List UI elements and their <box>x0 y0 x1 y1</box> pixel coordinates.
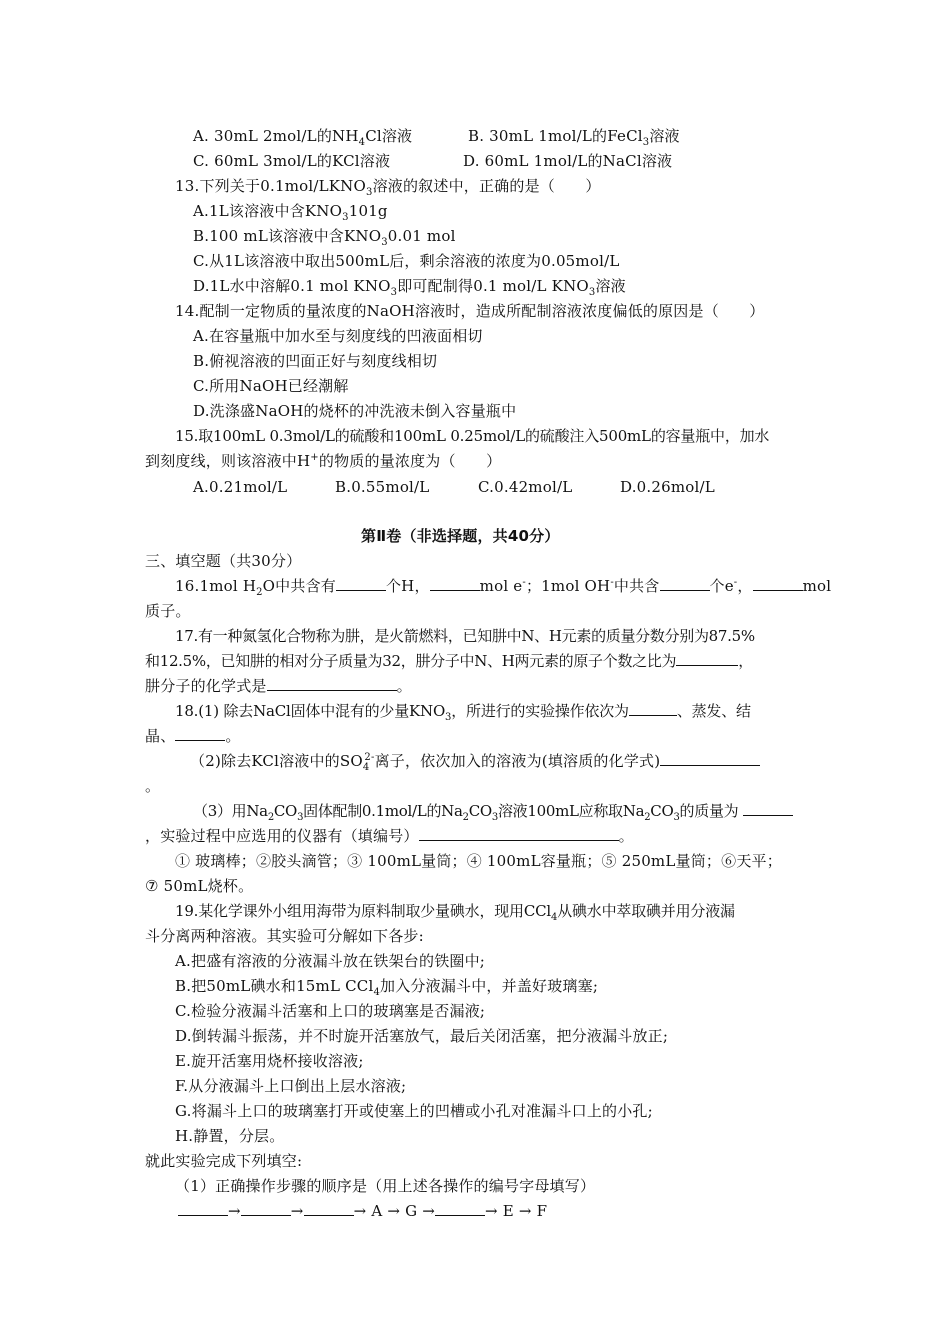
q19-step-g: G.将漏斗上口的玻璃塞打开或使塞上的凹槽或小孔对准漏斗口上的小孔; <box>175 1102 653 1120</box>
q14-option-a: A.在容量瓶中加水至与刻度线的凹液面相切 <box>193 327 483 345</box>
q14-stem: 14.配制一定物质的量浓度的NaOH溶液时，造成所配制溶液浓度偏低的原因是（ ） <box>175 302 765 320</box>
answer-blank[interactable] <box>304 1201 354 1216</box>
q18-part1-line1: 18.(1) 除去NaCl固体中混有的少量$KNO_3$，所进行的实验操作依次为 、蒸发、结 <box>175 702 751 723</box>
q19-step-b: B.把50mL碘水和15mL CCl$_4$加入分液漏斗中，并盖好玻璃塞; <box>175 977 599 998</box>
q15-option-c: C.0.42mol/L <box>478 478 573 496</box>
answer-blank[interactable] <box>660 751 760 766</box>
q13-option-a: A.1L该溶液中含$KNO_3101g$ <box>193 202 388 223</box>
q13-option-b: B.100 mL该溶液中含$KNO_30.01$ mol <box>193 227 456 248</box>
q16-line2: 质子。 <box>145 602 191 620</box>
q14-option-c: C.所用NaOH已经潮解 <box>193 377 349 395</box>
answer-blank[interactable] <box>241 1201 291 1216</box>
q18-part2-line1: （2)除去KCl溶液中的$SO_4^{2-}$离子，依次加入的溶液为(填溶质的化学式) <box>190 751 760 771</box>
answer-blank[interactable] <box>676 651 738 666</box>
q19-fill-intro: 就此实验完成下列填空: <box>145 1152 303 1170</box>
q19-step-d: D.倒转漏斗振荡，并不时旋开活塞放气，最后关闭活塞，把分液漏斗放正; <box>175 1027 669 1045</box>
q19-step-e: E.旋开活塞用烧杯接收溶液; <box>175 1052 364 1070</box>
section-title: 第Ⅱ卷（非选择题，共40分） <box>361 527 560 545</box>
answer-blank[interactable] <box>336 576 386 591</box>
answer-blank[interactable] <box>743 801 793 816</box>
q19-line2: 斗分离两种溶液。其实验可分解如下各步: <box>145 927 424 945</box>
q12-option-d: D. 60mL 1mol/L的NaCl溶液 <box>463 152 673 170</box>
q13-option-d: D.1L水中溶解0.1 mol $KNO_3$即可配制得0.1 mol/L $KNO_3$溶液 <box>193 277 626 298</box>
answer-blank[interactable] <box>175 726 225 741</box>
q19-line1: 19.某化学课外小组用海带为原料制取少量碘水，现用CCl$_4$从碘水中萃取碘并用分液漏 <box>175 902 735 923</box>
q19-sub1: （1）正确操作步骤的顺序是（用上述各操作的编号字母填写） <box>175 1177 596 1195</box>
q17-line2: 和12.5%，已知肼的相对分子质量为32，肼分子中N、H两元素的原子个数之比为 ， <box>145 652 753 670</box>
q17-line3: 肼分子的化学式是 。 <box>145 677 412 695</box>
answer-blank[interactable] <box>267 676 397 691</box>
answer-blank[interactable] <box>430 576 480 591</box>
q18-instruments-line2: ⑦ 50mL烧杯。 <box>145 877 254 895</box>
q19-sequence: → → → A → G → → E → F <box>178 1201 547 1221</box>
q18-part1-line2: 晶、 。 <box>145 727 241 745</box>
q19-step-a: A.把盛有溶液的分液漏斗放在铁架台的铁圈中; <box>175 952 486 970</box>
q15-option-d: D.0.26mol/L <box>620 478 715 496</box>
q16-line1: 16.1mol $H_2O$中共含有 个H， mol e-；1mol OH-中共含 个e-， mol <box>175 577 832 598</box>
q14-option-b: B.俯视溶液的凹面正好与刻度线相切 <box>193 352 438 370</box>
q19-step-c: C.检验分液漏斗活塞和上口的玻璃塞是否漏液; <box>175 1002 486 1020</box>
q19-step-h: H.静置，分层。 <box>175 1127 285 1145</box>
q13-option-c: C.从1L该溶液中取出500mL后，剩余溶液的浓度为0.05mol/L <box>193 252 620 270</box>
q14-option-d: D.洗涤盛NaOH的烧杯的冲洗液未倒入容量瓶中 <box>193 402 517 420</box>
answer-blank[interactable] <box>629 701 677 716</box>
q18-part3-line1: （3）用$Na_2CO_3$固体配制0.1mol/L的$Na_2CO_3$溶液100mL应称取$Na_2CO_3$的质量为 <box>193 801 793 821</box>
answer-blank[interactable] <box>419 826 619 841</box>
q15-option-b: B.0.55mol/L <box>335 478 430 496</box>
answer-blank[interactable] <box>435 1201 485 1216</box>
q18-part3-line2: ，实验过程中应选用的仪器有（填编号） 。 <box>145 827 634 845</box>
part-heading: 三、填空题（共30分） <box>145 552 302 570</box>
q12-option-c: C. 60mL 3mol/L的KCl溶液 <box>193 152 391 170</box>
q19-step-f: F.从分液漏斗上口倒出上层水溶液; <box>175 1077 407 1095</box>
q12-option-b: B. 30mL 1mol/L的FeCl$_3$溶液 <box>468 127 680 148</box>
answer-blank[interactable] <box>660 576 710 591</box>
q18-part2-line2: 。 <box>145 777 161 795</box>
q17-line1: 17.有一种氮氢化合物称为肼，是火箭燃料，已知肼中N、H元素的质量分数分别为87.5% <box>175 627 755 645</box>
q15-stem-line1: 15.取100mL 0.3mol/L的硫酸和100mL 0.25mol/L的硫酸注入500mL的容量瓶中，加水 <box>175 427 770 445</box>
q13-stem: 13.下列关于$0.1mol/LKNO_3$溶液的叙述中，正确的是（ ） <box>175 177 601 198</box>
q15-stem-line2: 到刻度线，则该溶液中H+的物质的量浓度为（ ） <box>145 452 502 470</box>
q12-option-a: A. 30mL 2mol/L的$NH_4Cl$溶液 <box>193 127 413 148</box>
answer-blank[interactable] <box>178 1201 228 1216</box>
q15-option-a: A.0.21mol/L <box>193 478 288 496</box>
q18-instruments-line1: ① 玻璃棒；②胶头滴管；③ 100mL量筒；④ 100mL容量瓶；⑤ 250mL量筒；⑥天平； <box>175 852 782 870</box>
answer-blank[interactable] <box>753 576 803 591</box>
